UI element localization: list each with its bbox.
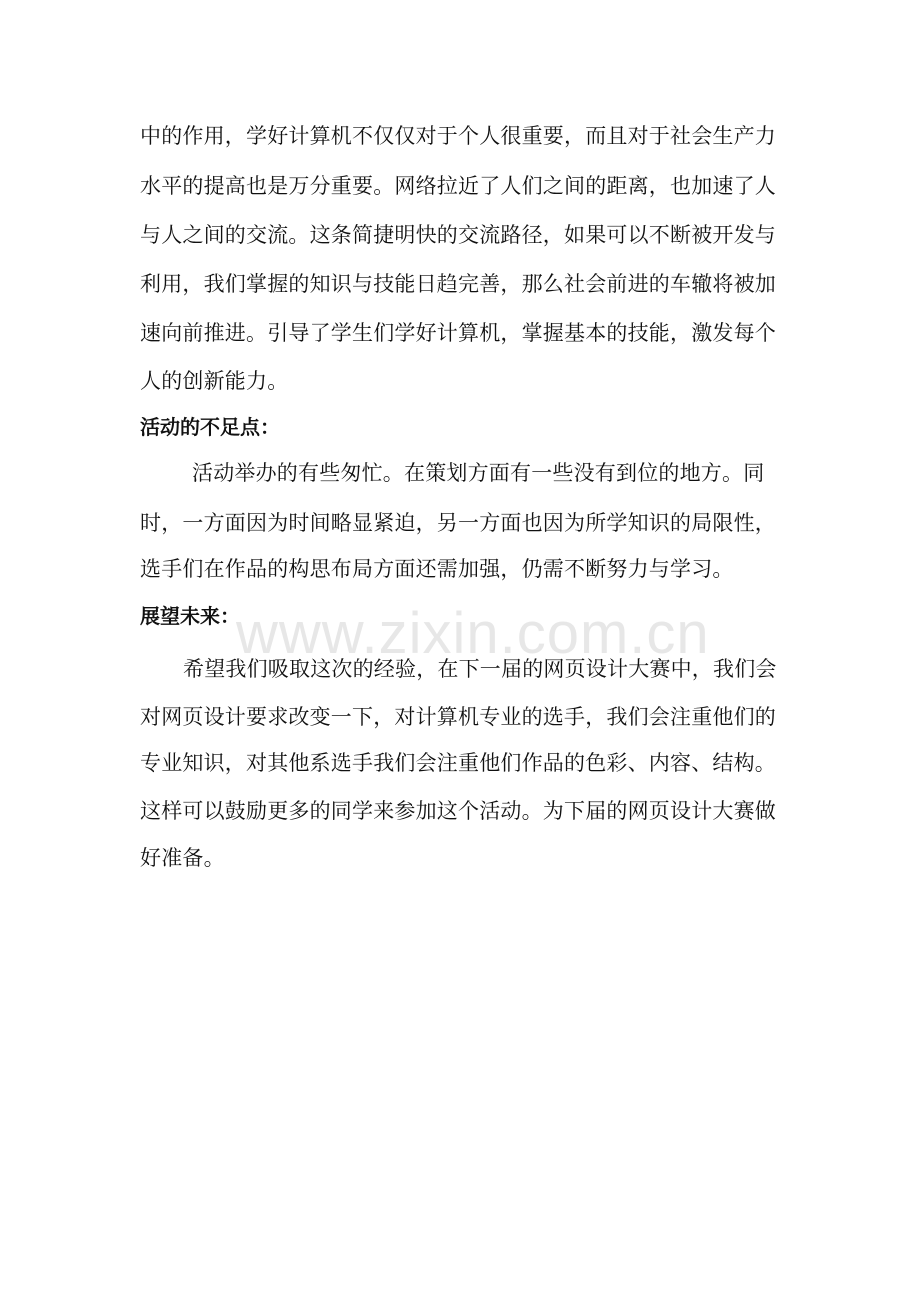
paragraph-line: 时，一方面因为时间略显紧迫，另一方面也因为所学知识的局限性，	[140, 511, 776, 535]
paragraph-line: 选手们在作品的构思布局方面还需加强，仍需不断努力与学习。	[140, 557, 734, 581]
paragraph-line: 与人之间的交流。这条简捷明快的交流路径，如果可以不断被开发与	[140, 223, 776, 247]
paragraph-line: 希望我们吸取这次的经验，在下一届的网页设计大赛中，我们会	[183, 657, 777, 681]
paragraph-line: 利用，我们掌握的知识与技能日趋完善，那么社会前进的车辙将被加	[140, 272, 776, 296]
paragraph-line: 速向前推进。引导了学生们学好计算机，掌握基本的技能，激发每个	[140, 321, 776, 345]
paragraph-line: 专业知识，对其他系选手我们会注重他们作品的色彩、内容、结构。	[140, 751, 776, 775]
paragraph-line: 好准备。	[140, 846, 225, 870]
paragraph-line: 水平的提高也是万分重要。网络拉近了人们之间的距离，也加速了人	[140, 174, 776, 198]
watermark: www.zixin.com.cn	[236, 601, 710, 666]
section-heading-shortcomings: 活动的不足点：	[140, 415, 280, 439]
paragraph-line: 对网页设计要求改变一下，对计算机专业的选手，我们会注重他们的	[140, 705, 776, 729]
paragraph-line: 这样可以鼓励更多的同学来参加这个活动。为下届的网页设计大赛做	[140, 799, 776, 823]
paragraph-line: 人的创新能力。	[140, 369, 289, 393]
paragraph-line: 中的作用，学好计算机不仅仅对于个人很重要，而且对于社会生产力	[140, 124, 776, 148]
section-heading-outlook: 展望未来：	[140, 604, 240, 628]
paragraph-line: 活动举办的有些匆忙。在策划方面有一些没有到位的地方。同	[192, 461, 765, 485]
